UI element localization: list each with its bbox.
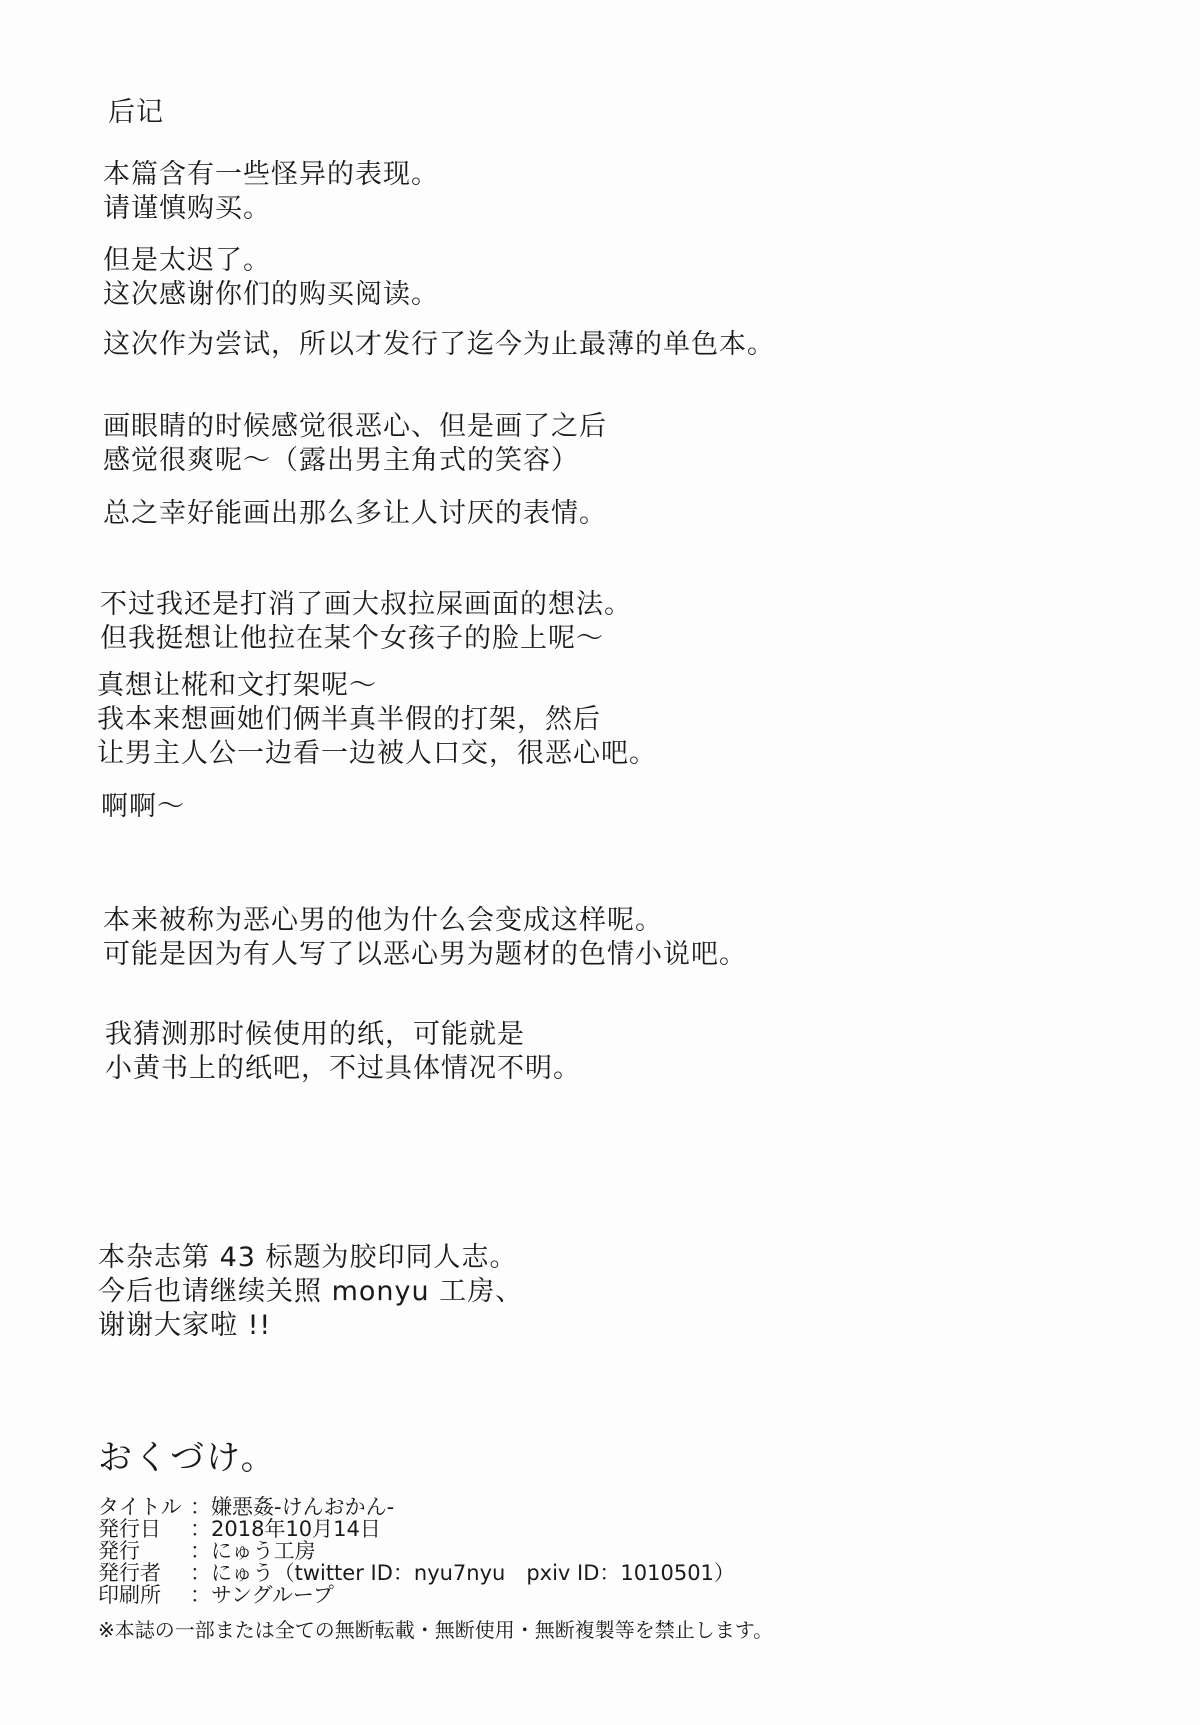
colophon-value: ：にゅう工房 bbox=[190, 1539, 316, 1563]
afterword-line: 我猜测那时候使用的纸，可能就是 bbox=[105, 1019, 525, 1050]
afterword-line: 可能是因为有人写了以恶心男为题材的色情小说吧。 bbox=[103, 939, 747, 970]
colophon-key: 発行 bbox=[98, 1539, 140, 1563]
afterword-line: 但是太迟了。 bbox=[103, 245, 271, 276]
colophon-row bbox=[98, 1518, 381, 1540]
afterword-line: 小黄书上的纸吧，不过具体情况不明。 bbox=[105, 1053, 581, 1084]
afterword-line: 但我挺想让他拉在某个女孩子的脸上呢～ bbox=[100, 623, 604, 654]
afterword-line: 这次感谢你们的购买阅读。 bbox=[103, 279, 439, 310]
afterword-line: 本杂志第 43 标题为胶印同人志。 bbox=[98, 1242, 518, 1273]
colophon-row bbox=[98, 1562, 735, 1584]
colophon-key: 発行者 bbox=[98, 1561, 161, 1585]
colophon-row bbox=[98, 1496, 394, 1518]
colophon-value: ：嫌悪姦-けんおかん- bbox=[190, 1495, 395, 1519]
colophon-value: ：にゅう（twitter ID：nyu7nyu pxiv ID：1010501） bbox=[190, 1561, 735, 1585]
afterword-line: 总之幸好能画出那么多让人讨厌的表情。 bbox=[103, 498, 607, 529]
afterword-line: 谢谢大家啦 !! bbox=[98, 1310, 272, 1341]
colophon-key: タイトル bbox=[98, 1495, 182, 1519]
colophon-row bbox=[98, 1584, 334, 1606]
afterword-line: 我本来想画她们俩半真半假的打架，然后 bbox=[97, 704, 601, 735]
afterword-line: 本篇含有一些怪异的表现。 bbox=[103, 159, 439, 190]
afterword-line: 啊啊～ bbox=[101, 791, 185, 822]
afterword-line: 请谨慎购买。 bbox=[103, 193, 271, 224]
afterword-line: 今后也请继续关照 monyu 工房、 bbox=[98, 1276, 524, 1307]
afterword-line: 让男主人公一边看一边被人口交，很恶心吧。 bbox=[97, 738, 657, 769]
afterword-line: 不过我还是打消了画大叔拉屎画面的想法。 bbox=[100, 589, 632, 620]
colophon-value: ：2018年10月14日 bbox=[190, 1517, 381, 1541]
colophon-row bbox=[98, 1540, 316, 1562]
colophon-value: ：サングループ bbox=[190, 1583, 334, 1607]
copyright-notice: ※本誌の一部または全ての無断転載・無断使用・無断複製等を禁止します。 bbox=[98, 1618, 774, 1642]
afterword-line: 本来被称为恶心男的他为什么会变成这样呢。 bbox=[103, 905, 663, 936]
afterword-heading: 后记 bbox=[108, 97, 164, 128]
afterword-line: 真想让椛和文打架呢～ bbox=[97, 670, 377, 701]
afterword-line: 感觉很爽呢～（露出男主角式的笑容） bbox=[103, 445, 579, 476]
afterword-line: 画眼睛的时候感觉很恶心、但是画了之后 bbox=[103, 411, 607, 442]
colophon-key: 印刷所 bbox=[98, 1583, 161, 1607]
afterword-line: 这次作为尝试，所以才发行了迄今为止最薄的单色本。 bbox=[103, 329, 775, 360]
colophon-title: おくづけ。 bbox=[98, 1438, 277, 1478]
colophon-key: 発行日 bbox=[98, 1517, 161, 1541]
